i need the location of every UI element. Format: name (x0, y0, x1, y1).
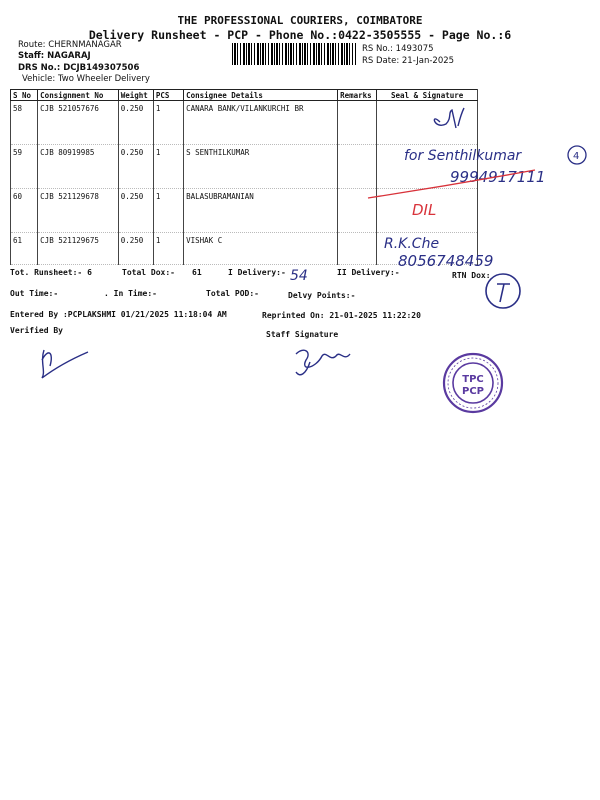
i-delivery-label: I Delivery:- (228, 268, 286, 277)
in-time-label: . In Time:- (104, 289, 157, 298)
company-title: THE PROFESSIONAL COURIERS, COIMBATORE (177, 14, 423, 27)
company-seal-stamp (442, 352, 504, 414)
drs-number: DRS No.: DCJB149307506 (18, 63, 140, 73)
cell-weight: 0.250 (118, 233, 153, 265)
cell-consignee: S SENTHILKUMAR (184, 145, 338, 189)
row59-circled-mark-text: 4 (573, 151, 580, 162)
header-remarks: Remarks (338, 90, 377, 101)
route-text: Route: CHERNMANAGAR (18, 40, 122, 50)
cell-pcs: 1 (153, 145, 183, 189)
cell-pcs: 1 (153, 189, 183, 233)
row59-handwritten-phone: 9994917111 (450, 168, 546, 186)
row59-handwritten-name: for Senthilkumar (404, 148, 522, 164)
seal-text-line1: TPC (462, 374, 484, 385)
rtn-circle-stroke (497, 284, 510, 302)
row60-handwritten-mark: DIL (412, 201, 437, 219)
cell-pcs: 1 (153, 233, 183, 265)
i-delivery-handwritten-value: 54 (290, 268, 308, 284)
row61-handwritten-name: R.K.Che (384, 236, 440, 252)
cell-consignee: BALASUBRAMANIAN (184, 189, 338, 233)
tot-runsheet: Tot. Runsheet:- 6 (10, 268, 92, 277)
staff-signature-label: Staff Signature (266, 330, 339, 339)
header-weight: Weight (118, 90, 153, 101)
total-dox-label: Total Dox:- (122, 268, 175, 277)
vehicle-text: Vehicle: Two Wheeler Delivery (22, 74, 150, 84)
delvy-points-label: Delvy Points:- (288, 291, 356, 300)
cell-consignment: CJB 521129678 (38, 189, 119, 233)
cell-consignment: CJB 521057676 (38, 101, 119, 145)
rs-number: RS No.: 1493075 (362, 44, 434, 54)
out-time-label: Out Time:- (10, 289, 59, 298)
cell-consignment: CJB 521129675 (38, 233, 119, 265)
verified-by-label: Verified By (10, 326, 63, 335)
header-sno: S No (11, 90, 38, 101)
row61-handwritten-phone: 8056748459 (398, 252, 494, 270)
rtn-dox-label: RTN Dox: (452, 271, 491, 280)
rs-date: RS Date: 21-Jan-2025 (362, 56, 455, 66)
cell-sno: 59 (11, 145, 38, 189)
cell-sno: 58 (11, 101, 38, 145)
staff-signature-scribble (296, 350, 350, 375)
row58-signature-scribble (434, 108, 464, 128)
cell-sno: 61 (11, 233, 38, 265)
header-pcs: PCS (153, 90, 183, 101)
cell-weight: 0.250 (118, 101, 153, 145)
staff-text: Staff: NAGARAJ (18, 51, 91, 61)
cell-weight: 0.250 (118, 145, 153, 189)
ii-delivery-label: II Delivery:- (337, 268, 400, 277)
header-consignee: Consignee Details (184, 90, 338, 101)
total-pod-label: Total POD:- (206, 289, 259, 298)
entered-by: Entered By :PCPLAKSHMI 01/21/2025 11:18:04 AM (10, 310, 227, 319)
reprinted-on: Reprinted On: 21-01-2025 11:22:20 (262, 311, 421, 320)
cell-consignee: CANARA BANK/VILANKURCHI BR (184, 101, 338, 145)
total-dox-value: 61 (192, 268, 202, 277)
cell-sno: 60 (11, 189, 38, 233)
cell-weight: 0.250 (118, 189, 153, 233)
verified-by-signature (42, 350, 88, 378)
cell-pcs: 1 (153, 101, 183, 145)
runsheet-title: Delivery Runsheet - PCP - Phone No.:0422-3505555 - Page No.:6 (88, 28, 512, 42)
seal-text-line2: PCP (462, 386, 484, 397)
cell-consignment: CJB 80919985 (38, 145, 119, 189)
header-seal-signature: Seal & Signature (377, 90, 478, 101)
header-consignment: Consignment No (38, 90, 119, 101)
cell-consignee: VISHAK C (184, 233, 338, 265)
